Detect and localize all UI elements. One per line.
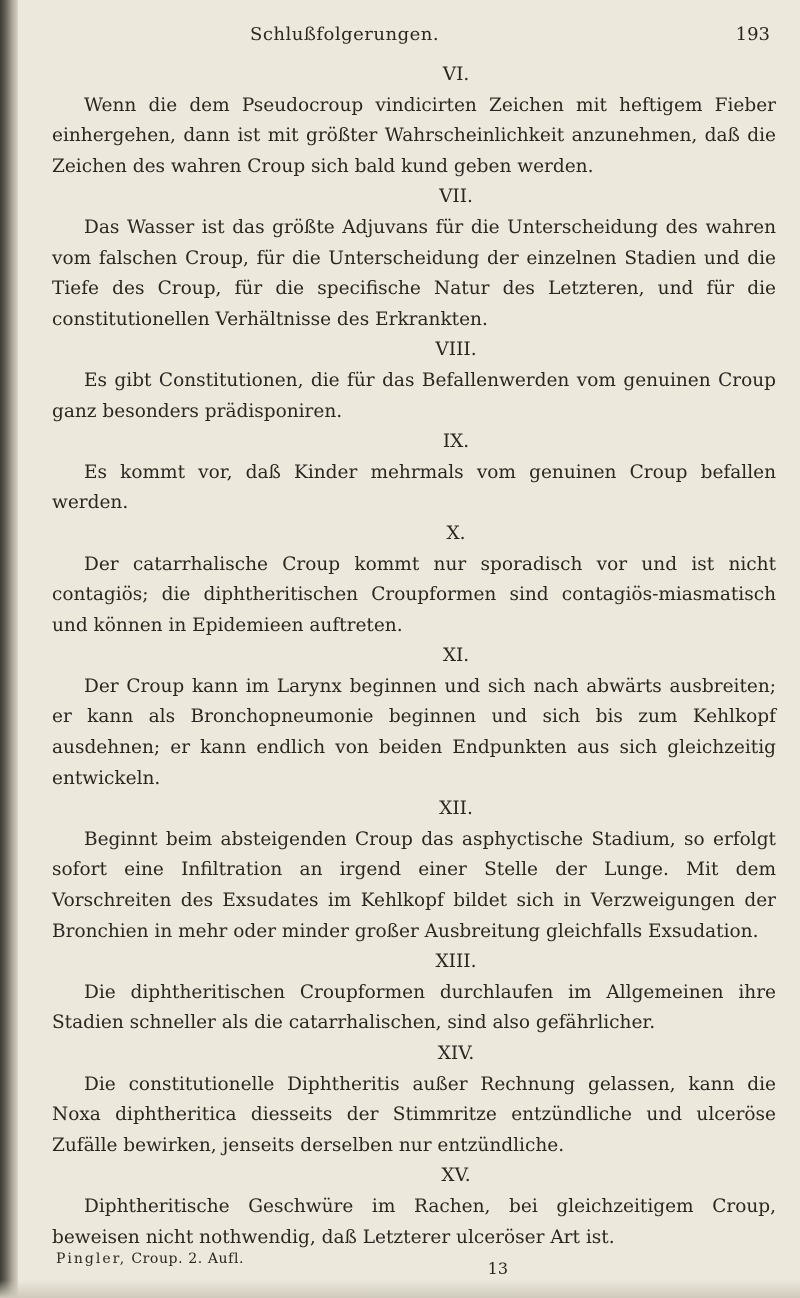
thesis-section — [52, 641, 780, 794]
thesis-text: Es kommt vor, daß Kinder mehrmals vom genuinen Croup befallen werden. — [52, 461, 776, 514]
thesis-text: Der catarrhalische Croup kommt nur sporadisch vor und ist nicht contagiös; die diphtheritischen Croupformen sind contagiös-miasmatisch und können in Epidemieen auftreten. — [52, 553, 776, 636]
thesis-text: Die constitutionelle Diphtheritis außer Rechnung gelassen, kann die Noxa diphtheritica diesseits der Stimmritze entzündliche und ulceröse Zufälle bewirken, jenseits derselben nur entzündliche. — [52, 1073, 776, 1156]
thesis-section — [52, 947, 780, 1039]
book-page — [52, 0, 780, 1281]
thesis-section — [52, 335, 780, 427]
thesis-numeral: VI. — [442, 64, 470, 85]
page-footer — [52, 1251, 780, 1281]
thesis-section — [52, 182, 780, 335]
thesis-numeral: IX. — [442, 431, 470, 453]
thesis-numeral: XV. — [441, 1165, 471, 1187]
thesis-numeral: XII. — [439, 798, 473, 820]
thesis-numeral: X. — [446, 522, 466, 544]
thesis-section — [52, 427, 780, 519]
footer-work: Croup. 2. Aufl. — [131, 1251, 245, 1268]
thesis-numeral: XIV. — [437, 1043, 475, 1064]
thesis-text: Der Croup kann im Larynx beginnen und sich nach abwärts ausbreiten; er kann als Bronchopneumonie beginnen und sich bis zum Kehlkopf ausdehnen; er kann endlich von beiden Endpunkten aus sich gleichzeitig entwickeln. — [52, 675, 776, 789]
running-title: Schlußfolgerungen. — [250, 24, 440, 45]
footer-imprint — [56, 1251, 244, 1267]
page-number: 193 — [735, 24, 770, 45]
thesis-text: Wenn die dem Pseudocroup vindicirten Zeichen mit heftigem Fieber einhergehen, dann ist mit größter Wahrscheinlichkeit anzunehmen, daß die Zeichen des wahren Croup sich bald kund geben werden. — [52, 94, 776, 177]
thesis-text: Die diphtheritischen Croupformen durchlaufen im Allgemeinen ihre Stadien schneller als die catarrhalischen, sind also gefährlicher. — [52, 981, 776, 1034]
footer-author: Pingler, — [56, 1251, 127, 1268]
running-head — [52, 0, 780, 60]
theses-list — [52, 60, 780, 1253]
thesis-numeral: XIII. — [435, 951, 477, 973]
thesis-numeral: XI. — [442, 645, 470, 667]
thesis-numeral: VII. — [439, 186, 473, 208]
thesis-text: Es gibt Constitutionen, die für das Befallenwerden vom genuinen Croup ganz besonders prädisponiren. — [52, 369, 776, 422]
thesis-text: Beginnt beim absteigenden Croup das asphyctische Stadium, so erfolgt sofort eine Infiltration an irgend einer Stelle der Lunge. Mit dem Vorschreiten des Exsudates im Kehlkopf bildet sich in Verzweigungen der Bronchien in mehr oder minder großer Ausbreitung gleichfalls Exsudation. — [52, 828, 776, 942]
thesis-section — [52, 1161, 780, 1253]
thesis-numeral: VIII. — [435, 339, 477, 361]
book-binding-shadow — [0, 0, 18, 1298]
thesis-section — [52, 60, 780, 182]
thesis-text: Diphtheritische Geschwüre im Rachen, bei gleichzeitigem Croup, beweisen nicht nothwendig, daß Letzterer ulceröser Art ist. — [52, 1195, 776, 1248]
thesis-section — [52, 1039, 780, 1161]
page-bottom-shadow — [0, 1280, 800, 1298]
thesis-section — [52, 519, 780, 641]
thesis-text: Das Wasser ist das größte Adjuvans für die Unterscheidung des wahren vom falschen Croup, für die Unterscheidung der einzelnen Stadien und die Tiefe des Croup, für die specifische Natur des Letzteren, und für die constitutionellen Verhältnisse des Erkrankten. — [52, 216, 776, 330]
thesis-section — [52, 794, 780, 947]
signature-mark: 13 — [487, 1259, 508, 1279]
